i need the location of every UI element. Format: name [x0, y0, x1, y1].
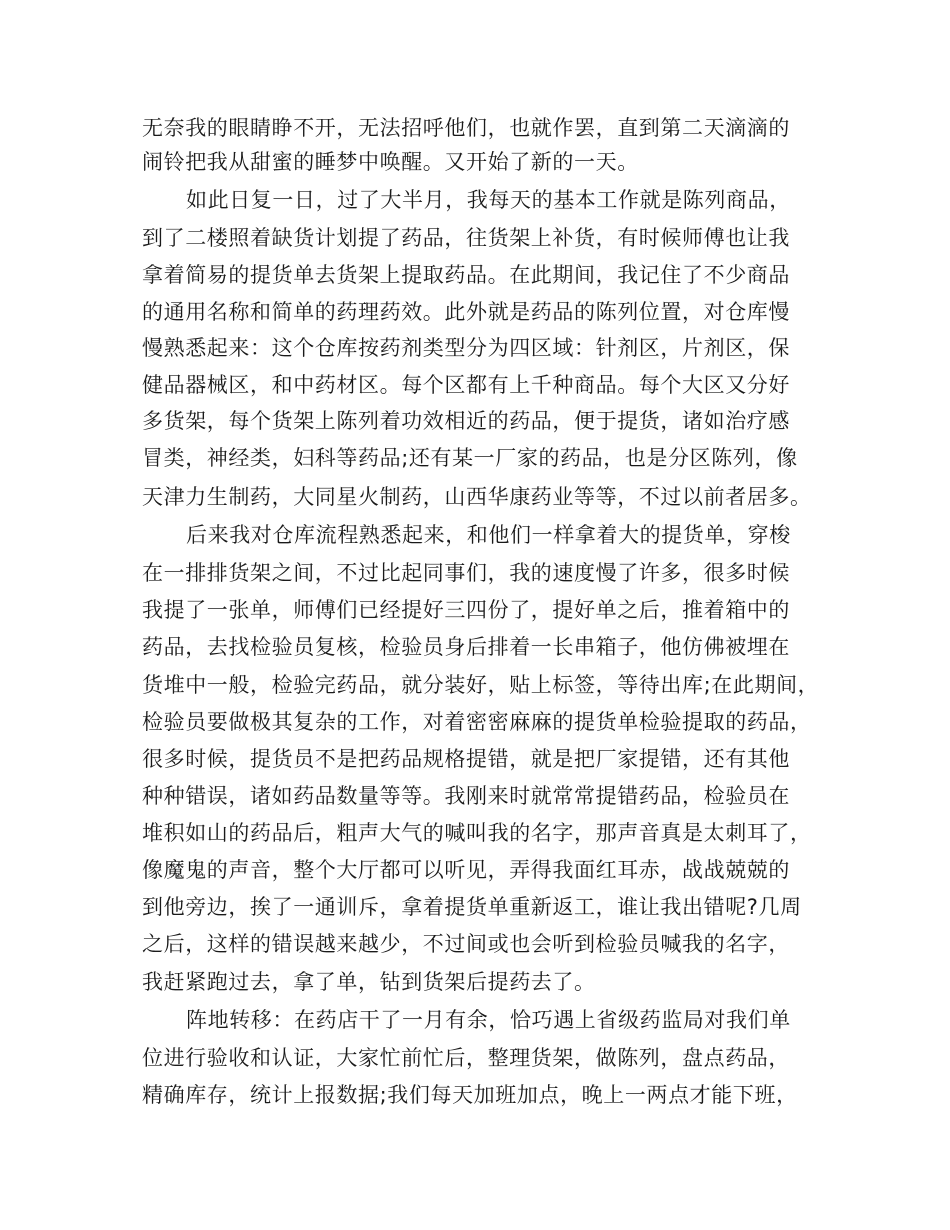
text-line: 如此日复一日，过了大半月，我每天的基本工作就是陈列商品， [186, 188, 791, 212]
text-line: 阵地转移：在药店干了一月有余，恰巧遇上省级药监局对我们单 [186, 1008, 791, 1032]
text-line: 堆积如山的药品后，粗声大气的喊叫我的名字，那声音真是太刺耳了， [142, 821, 812, 845]
text-line: 冒类，神经类，妇科等药品;还有某一厂家的药品，也是分区陈列，像 [142, 446, 798, 470]
text-line: 慢熟悉起来：这个仓库按药剂类型分为四区域：针剂区，片剂区，保 [142, 336, 790, 360]
text-line: 种种错误，诸如药品数量等等。我刚来时就常常提错药品，检验员在 [142, 784, 790, 808]
text-line: 检验员要做极其复杂的工作，对着密密麻麻的提货单检验提取的药品， [142, 710, 812, 734]
text-line: 像魔鬼的声音，整个大厅都可以听见，弄得我面红耳赤，战战兢兢的 [142, 858, 790, 882]
text-line: 很多时候，提货员不是把药品规格提错，就是把厂家提错，还有其他 [142, 747, 790, 771]
text-line: 无奈我的眼睛睁不开，无法招呼他们，也就作罢，直到第二天滴滴的 [142, 116, 790, 140]
text-line: 后来我对仓库流程熟悉起来，和他们一样拿着大的提货单，穿梭 [186, 523, 791, 547]
text-line: 天津力生制药，大同星火制药，山西华康药业等等，不过以前者居多。 [142, 485, 812, 509]
text-line: 我提了一张单，师傅们已经提好三四份了，提好单之后，推着箱中的 [142, 598, 790, 622]
text-line: 药品，去找检验员复核，检验员身后排着一长串箱子，他仿佛被埋在 [142, 635, 790, 659]
text-line: 我赶紧跑过去，拿了单，钻到货架后提药去了。 [142, 970, 596, 994]
text-line: 到他旁边，挨了一通训斥，拿着提货单重新返工，谁让我出错呢?几周 [142, 895, 802, 919]
text-line: 位进行验收和认证，大家忙前忙后，整理货架，做陈列，盘点药品， [142, 1046, 790, 1070]
text-line: 货堆中一般，检验完药品，就分装好，贴上标签，等待出库;在此期间， [142, 673, 820, 697]
text-line: 的通用名称和简单的药理药效。此外就是药品的陈列位置，对仓库慢 [142, 300, 790, 324]
text-line: 之后，这样的错误越来越少，不过间或也会听到检验员喊我的名字， [142, 932, 790, 956]
text-line: 拿着简易的提货单去货架上提取药品。在此期间，我记住了不少商品 [142, 263, 790, 287]
text-line: 精确库存，统计上报数据;我们每天加班加点，晚上一两点才能下班， [142, 1083, 798, 1107]
text-line: 多货架，每个货架上陈列着功效相近的药品，便于提货，诸如治疗感 [142, 409, 790, 433]
text-line: 健品器械区，和中药材区。每个区都有上千种商品。每个大区又分好 [142, 373, 790, 397]
text-line: 在一排排货架之间，不过比起同事们，我的速度慢了许多，很多时候 [142, 561, 790, 585]
text-line: 到了二楼照着缺货计划提了药品，往货架上补货，有时候师傅也让我 [142, 226, 790, 250]
text-line: 闹铃把我从甜蜜的睡梦中唤醒。又开始了新的一天。 [142, 150, 639, 174]
